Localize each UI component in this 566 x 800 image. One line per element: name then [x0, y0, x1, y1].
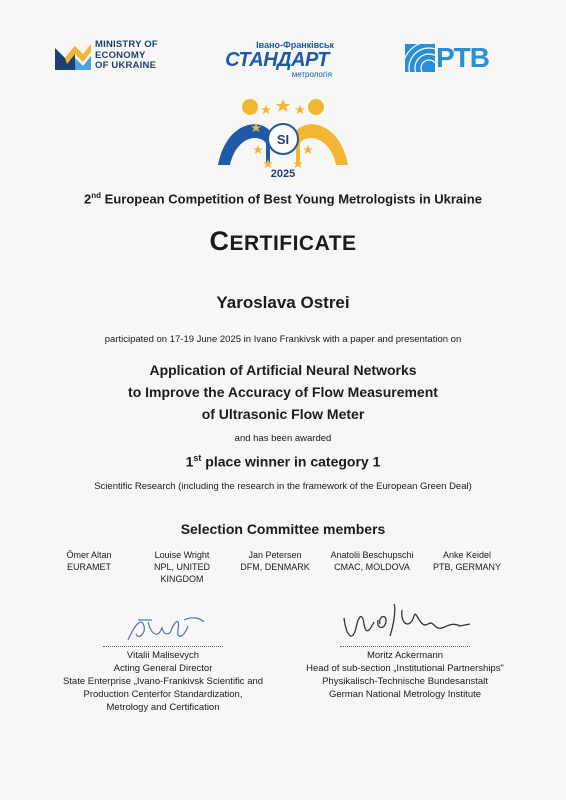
signatory-right-name: Moritz Ackermann — [366, 650, 444, 661]
certificate-heading — [0, 226, 566, 257]
signature-line-right — [340, 646, 470, 647]
signatory-right-role: Head of sub-section „Institutional Partnerships" — [306, 663, 504, 674]
category-description: Scientific Research (including the research in the framework of the European Green Deal) — [94, 481, 472, 492]
committee-members — [0, 549, 566, 599]
competition-title — [0, 191, 566, 206]
standart-name: СТАНДАРТ — [225, 49, 329, 71]
ptb-logo-text: PTB — [436, 42, 489, 73]
signatory-right — [290, 600, 520, 701]
standart-subtitle: метрологія — [291, 70, 332, 79]
committee-member — [230, 549, 320, 573]
si-2025-logo — [208, 93, 358, 183]
member-org: CMAC, MOLDOVA — [334, 562, 410, 572]
signatory-right-org-line-2: German National Metrology Institute — [328, 689, 482, 700]
member-name: Jan Petersen — [248, 550, 302, 560]
si-symbol: SI — [276, 132, 290, 147]
ministry-mark-icon — [55, 42, 91, 70]
signatory-left-name: Vitalii Malisevych — [126, 650, 200, 661]
member-org: PTB, GERMANY — [432, 562, 501, 572]
competition-ordinal: 2 — [84, 191, 92, 207]
competition-ordinal-suffix: nd — [91, 191, 102, 200]
paper-title-line-2: to Improve the Accuracy of Flow Measurement — [128, 384, 438, 400]
certificate-heading-initial: C — [209, 226, 230, 256]
standart-city: Івано-Франківськ — [256, 40, 334, 50]
competition-title-text: European Competition of Best Young Metrologists in Ukraine — [101, 191, 482, 207]
signature-right-image — [330, 600, 480, 646]
ministry-line-2: ECONOMY — [95, 49, 146, 61]
committee-member — [137, 549, 227, 585]
award-ordinal-suffix: st — [193, 453, 202, 463]
ptb-logo — [405, 44, 489, 72]
paper-title-line-1: Application of Artificial Neural Networks — [149, 362, 417, 378]
committee-member — [322, 549, 422, 573]
award-text: place winner in category 1 — [201, 453, 381, 470]
ptb-mark-icon — [405, 44, 435, 72]
award-place — [0, 453, 566, 470]
signature-line-left — [103, 646, 223, 647]
signatory-left-org-line-2: Production Centerfor Standardization, — [83, 689, 243, 700]
member-org: EURAMET — [66, 562, 111, 572]
member-name: Anatolii Beschupschi — [330, 550, 414, 560]
signatory-left-role: Acting General Director — [113, 663, 213, 674]
certificate-heading-rest: ERTIFICATE — [229, 232, 357, 255]
member-name: Louise Wright — [154, 550, 210, 560]
member-org: DFM, DENMARK — [240, 562, 310, 572]
ministry-logo — [55, 40, 158, 72]
paper-title — [0, 359, 566, 425]
signature-left-image — [108, 612, 218, 646]
signatory-left-org-line-3: Metrology and Certification — [106, 702, 220, 713]
recipient-name: Yaroslava Ostrei — [216, 293, 350, 312]
committee-title: Selection Committee members — [180, 521, 386, 537]
standart-logo — [212, 40, 342, 79]
signatory-left — [48, 612, 278, 714]
participation-text: participated on 17-19 June 2025 in Ivano Frankivsk with a paper and presentation on — [104, 334, 462, 345]
ministry-line-1: MINISTRY OF — [95, 39, 158, 50]
award-ordinal: 1 — [185, 453, 194, 470]
member-org-line-2: KINGDOM — [160, 574, 204, 584]
si-year: 2025 — [270, 168, 296, 180]
ministry-logo-text — [95, 40, 158, 72]
ministry-line-3: OF UKRAINE — [95, 60, 157, 71]
member-name: Ömer Altan — [66, 550, 112, 560]
committee-member — [44, 549, 134, 573]
signatory-right-org-line-1: Physikalisch-Technische Bundesanstalt — [322, 676, 488, 687]
awarded-text: and has been awarded — [234, 433, 332, 444]
paper-title-line-3: of Ultrasonic Flow Meter — [201, 406, 365, 422]
signatory-left-org-line-1: State Enterprise „Ivano-Frankivsk Scientific and — [62, 676, 264, 687]
committee-member — [422, 549, 512, 573]
member-org: NPL, UNITED — [153, 562, 210, 572]
member-name: Anke Keidel — [442, 550, 492, 560]
